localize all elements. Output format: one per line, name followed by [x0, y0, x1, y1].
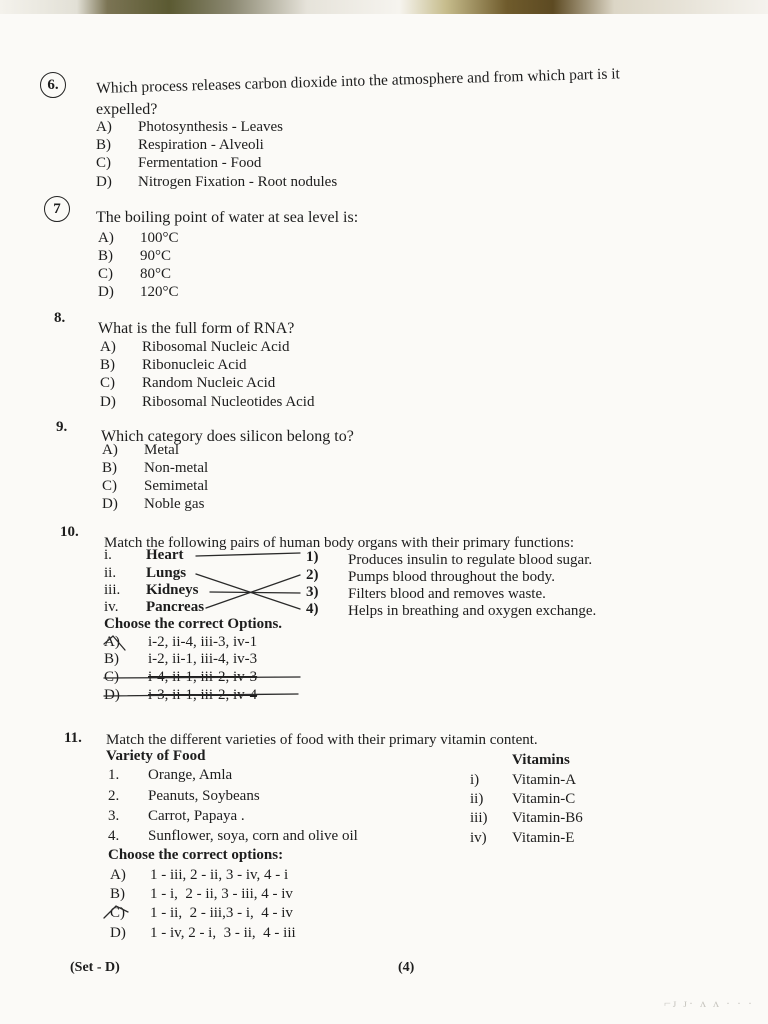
q11-option-d: D) 1 - iv, 2 - i, 3 - ii, 4 - iii [110, 925, 296, 941]
q10-left-i: i. Heart [104, 547, 184, 563]
q6-question-line2: expelled? [96, 101, 158, 118]
q11-option-c-mark [104, 906, 128, 918]
q11-question: Match the different varieties of food with their primary vitamin content. [106, 732, 538, 748]
faint-scan-marks: ⌐ᴊ ᴊ· ᴧ ᴧ · · · [664, 996, 754, 1010]
q6-option-a: A) Photosynthesis - Leaves [96, 119, 283, 135]
q8-question: What is the full form of RNA? [98, 320, 295, 337]
q10-right-1: Produces insulin to regulate blood sugar. [348, 552, 593, 568]
q6-option-d: D) Nitrogen Fixation - Root nodules [96, 174, 338, 190]
q10-tick-mark [104, 636, 125, 650]
q6-question-line1: Which process releases carbon dioxide into the atmosphere and from which part is it [96, 65, 621, 97]
q7-option-b: B) 90°C [98, 248, 172, 264]
q10-left-iv: iv. Pancreas [104, 599, 205, 615]
q11-food-1: 1. Orange, Amla [108, 767, 233, 783]
q11-option-a: A) 1 - iii, 2 - ii, 3 - iv, 4 - i [110, 867, 289, 883]
q10-option-b: B) i-2, ii-1, iii-4, iv-3 [104, 651, 258, 667]
q8-number: 8. [54, 310, 66, 326]
q10-right-4: Helps in breathing and oxygen exchange. [348, 603, 597, 619]
match-line-heart-to-1 [196, 553, 300, 556]
q8-option-c: C) Random Nucleic Acid [100, 375, 276, 391]
q10-option-a: A) i-2, ii-4, iii-3, iv-1 [104, 634, 258, 650]
q10-question: Match the following pairs of human body organs with their primary functions: [104, 535, 575, 551]
q7-option-c: C) 80°C [98, 266, 172, 282]
q9-option-c: C) Semimetal [102, 478, 209, 494]
q11-vitamin-iii: iii) Vitamin-B6 [470, 810, 583, 826]
q10-right-4-number: 4) [306, 601, 319, 617]
q10-option-c-struck: C) i-4, ii-1, iii-2, iv-3 [104, 669, 258, 685]
q9-option-a: A) Metal [102, 442, 179, 458]
q10-left-ii: ii. Lungs [104, 565, 187, 581]
q10-right-3-number: 3) [306, 584, 319, 600]
q6-option-c: C) Fermentation - Food [96, 155, 262, 171]
q8-option-a: A) Ribosomal Nucleic Acid [100, 339, 290, 355]
match-line-kidneys-to-3 [210, 592, 300, 593]
q11-vitamin-i: i) Vitamin-A [470, 772, 577, 788]
q10-option-c-strike-line [104, 677, 300, 678]
q11-option-b: B) 1 - i, 2 - ii, 3 - iii, 4 - iv [110, 886, 293, 902]
q10-option-d-struck: D) i-3, ii-1, iii-2, iv-4 [104, 687, 258, 703]
q10-left-iii: iii. Kidneys [104, 582, 199, 598]
q8-option-b: B) Ribonucleic Acid [100, 357, 247, 373]
q7-number: 7 [53, 201, 61, 217]
q10-choose-label: Choose the correct Options. [104, 616, 283, 632]
q11-vitamin-iv: iv) Vitamin-E [470, 830, 575, 846]
q9-question: Which category does silicon belong to? [101, 428, 354, 445]
q7-option-d: D) 120°C [98, 284, 179, 300]
q9-number: 9. [56, 419, 68, 435]
q9-option-b: B) Non-metal [102, 460, 209, 476]
q6-number: 6. [47, 77, 59, 93]
q11-choose-label: Choose the correct options: [108, 847, 284, 863]
q7-question: The boiling point of water at sea level is: [96, 209, 359, 226]
q11-food-header: Variety of Food [106, 748, 206, 764]
q11-vitamin-header: Vitamins [512, 752, 570, 768]
q9-option-d: D) Noble gas [102, 496, 205, 512]
q11-food-4: 4. Sunflower, soya, corn and olive oil [108, 828, 358, 844]
q10-number: 10. [60, 524, 79, 540]
q11-option-c: C) 1 - ii, 2 - iii,3 - i, 4 - iv [110, 905, 293, 921]
q11-food-3: 3. Carrot, Papaya . [108, 808, 245, 824]
q8-option-d: D) Ribosomal Nucleotides Acid [100, 394, 315, 410]
q10-right-2-number: 2) [306, 567, 319, 583]
q10-option-d-strike-line [104, 694, 298, 696]
q10-right-2: Pumps blood throughout the body. [348, 569, 555, 585]
footer-set: (Set - D) [70, 960, 120, 975]
q6-option-b: B) Respiration - Alveoli [96, 137, 264, 153]
q11-vitamin-ii: ii) Vitamin-C [470, 791, 576, 807]
q7-option-a: A) 100°C [98, 230, 179, 246]
q10-right-3: Filters blood and removes waste. [348, 586, 546, 602]
q10-right-1-number: 1) [306, 549, 319, 565]
footer-page-number: (4) [398, 960, 415, 975]
q11-number: 11. [64, 730, 82, 746]
q11-food-2: 2. Peanuts, Soybeans [108, 788, 260, 804]
